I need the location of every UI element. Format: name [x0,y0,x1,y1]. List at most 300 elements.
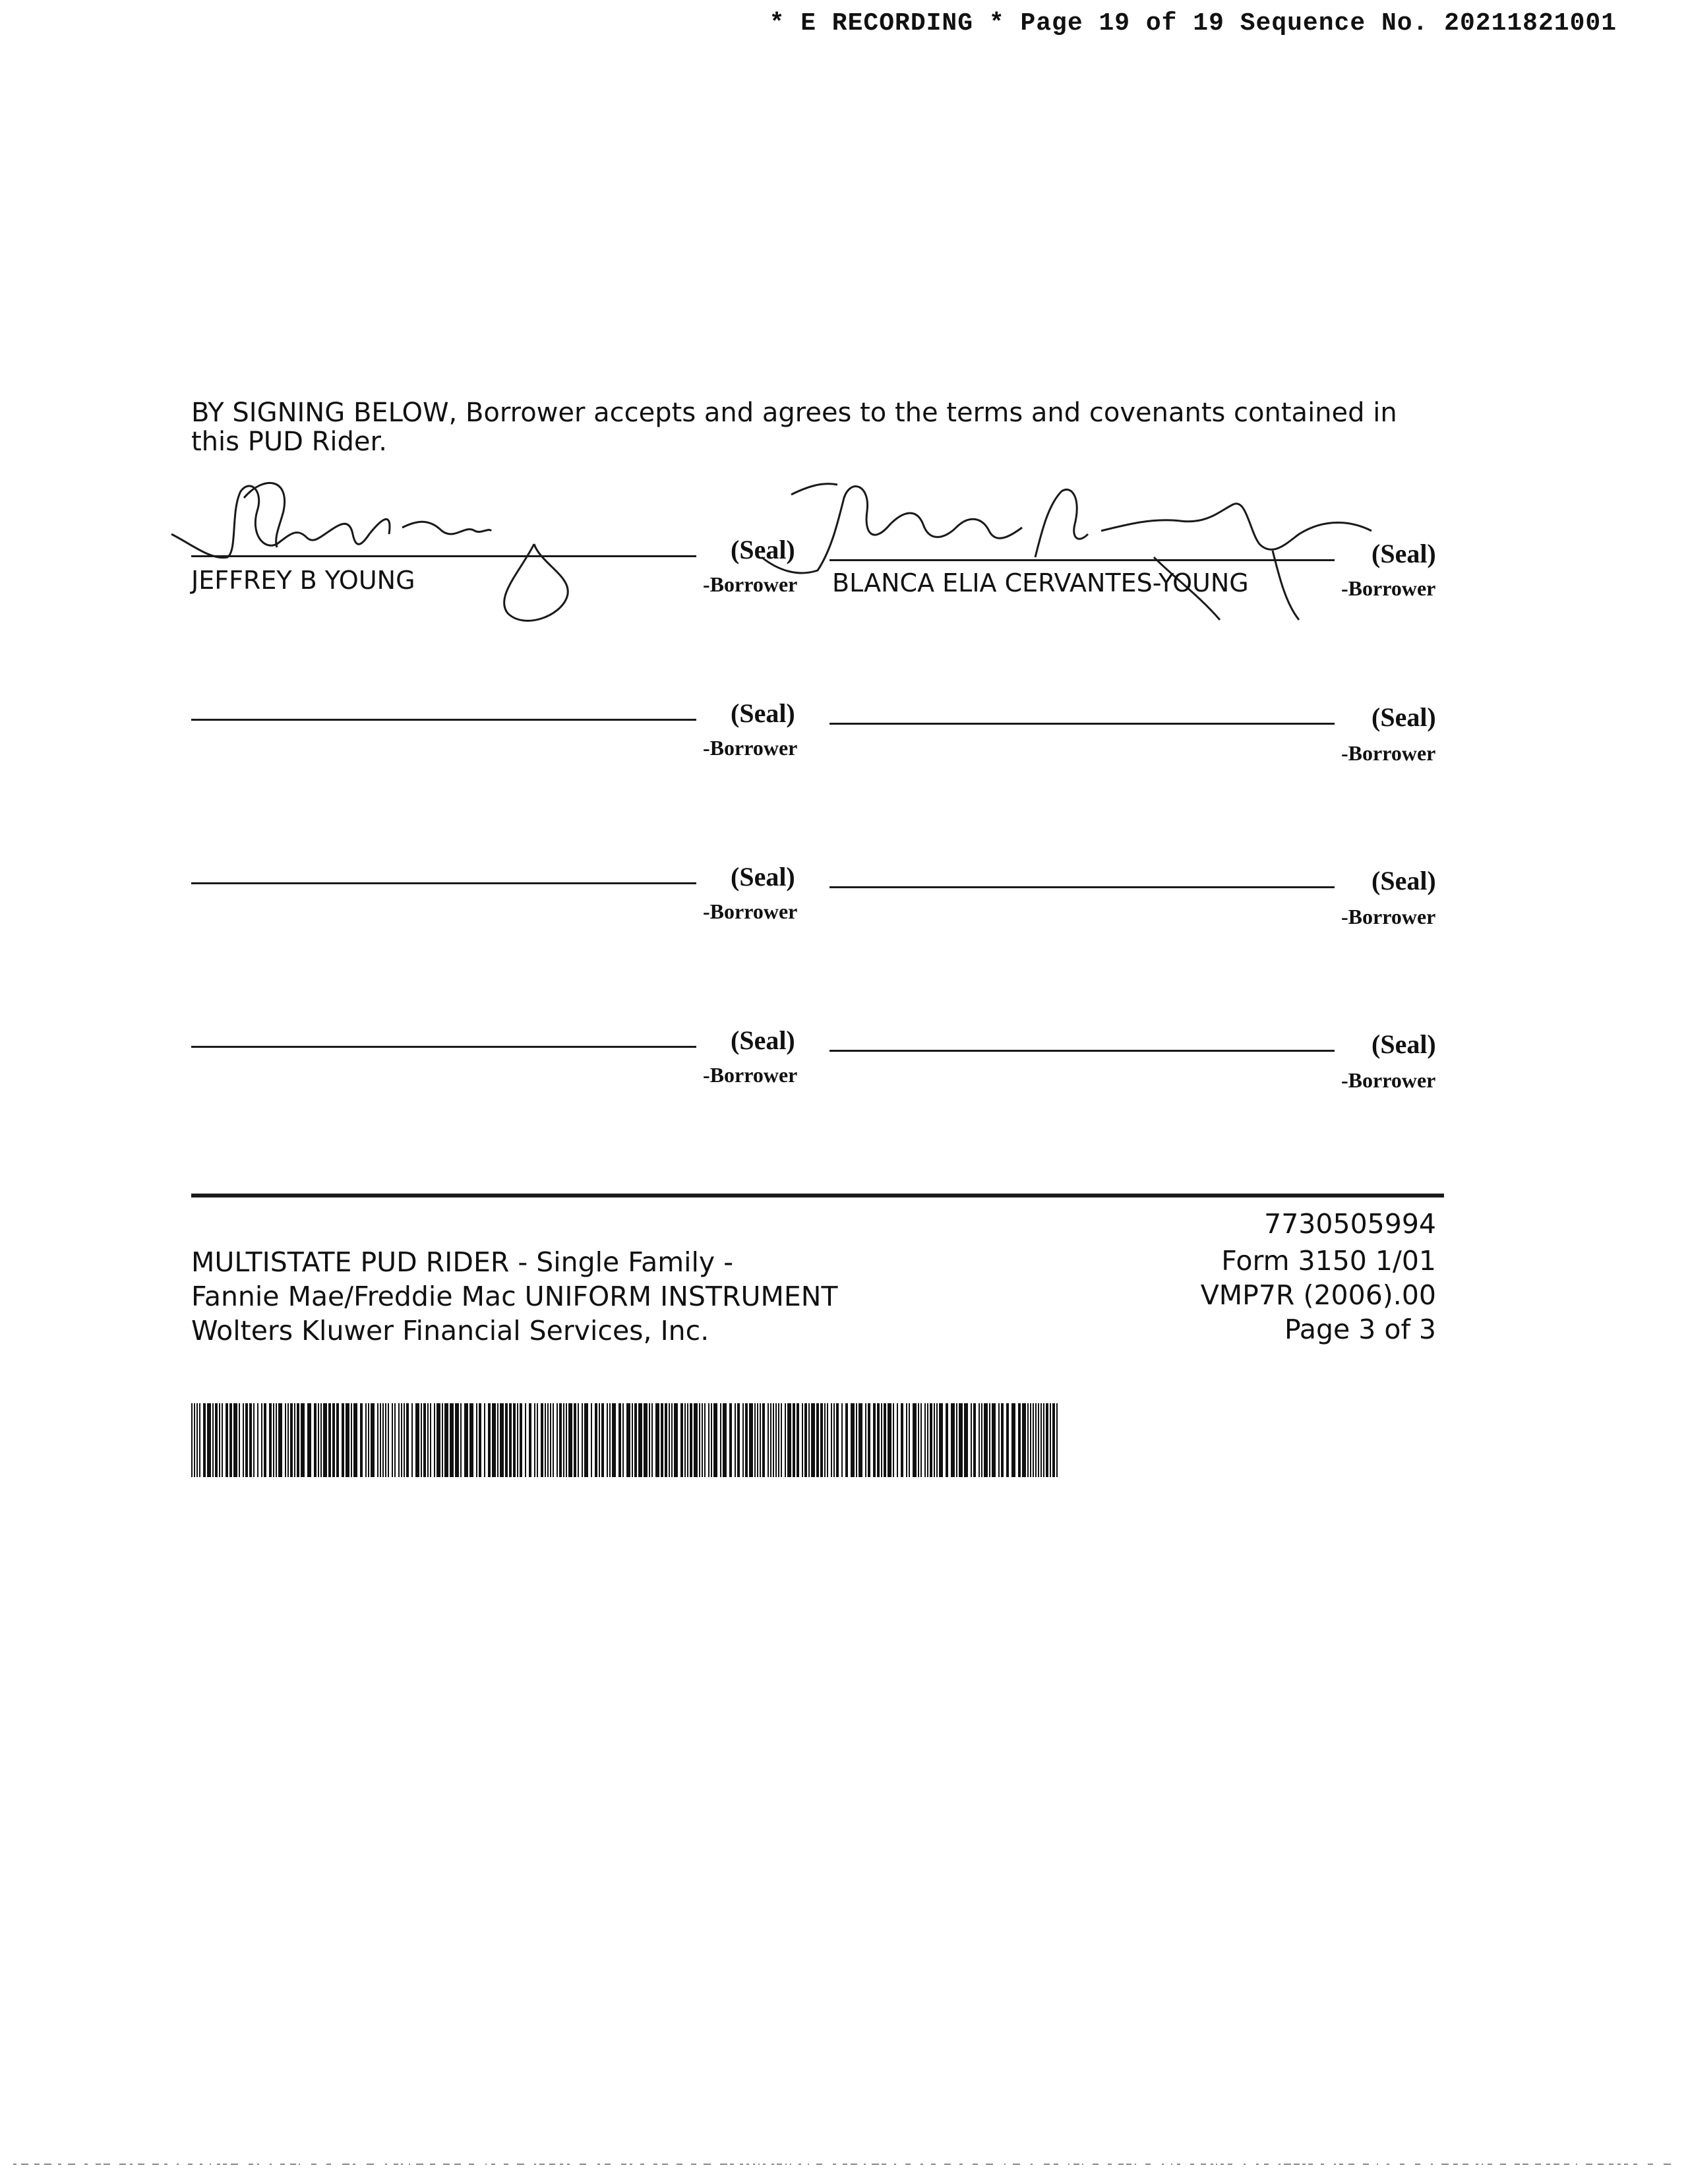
signature-line [191,1046,696,1048]
barcode-bar [287,1403,289,1477]
signer-name: BLANCA ELIA CERVANTES-YOUNG [832,568,1249,597]
barcode-bar [368,1403,369,1477]
barcode-bar [1046,1403,1048,1477]
scan-speck [851,2164,857,2165]
scan-speck [130,2164,133,2165]
scan-speck [152,2164,159,2165]
scan-speck [454,2164,461,2165]
scan-speck [894,2164,896,2165]
scan-speck [605,2164,611,2165]
barcode-bar [212,1403,214,1477]
barcode-bar [392,1403,393,1477]
recording-header: * E RECORDING * Page 19 of 19 Sequence No. 20211821001 [769,9,1617,38]
scan-speck [662,2164,668,2165]
role-label: -Borrower [1341,741,1436,765]
scan-speck [188,2164,193,2165]
barcode-bar [388,1403,389,1477]
scan-speck [1515,2164,1520,2165]
barcode-bar [1030,1403,1031,1477]
barcode-bar [1011,1403,1015,1477]
barcode-bar [1040,1403,1042,1477]
barcode-bar [578,1403,579,1477]
scan-speck [104,2164,110,2165]
scan-speck [299,2164,300,2165]
barcode-bar [492,1403,496,1477]
barcode-bar [557,1403,558,1477]
barcode-bar [754,1403,756,1477]
scan-speck [560,2164,563,2165]
scan-speck [177,2164,179,2165]
scan-speck [249,2164,253,2165]
intro-paragraph: BY SIGNING BELOW, Borrower accepts and agrees to the terms and covenants contained in this PUD Rider. [191,398,1397,457]
form-version: VMP7R (2006).00 [1200,1279,1436,1311]
barcode-bar [973,1403,976,1477]
barcode-bar [634,1403,637,1477]
scan-speck [416,2164,423,2165]
barcode-bar [671,1403,673,1477]
barcode-bar [371,1403,375,1477]
barcode-bar [599,1403,600,1477]
barcode-bar [661,1403,663,1477]
scan-speck [539,2164,545,2165]
role-label: -Borrower [703,1063,798,1087]
barcode-bar [735,1403,736,1477]
scan-speck [1586,2164,1592,2165]
barcode-bar [939,1403,943,1477]
scan-speck [1400,2164,1404,2165]
barcode-bar [959,1403,963,1477]
barcode-bar [476,1403,477,1477]
scan-speck [1522,2164,1528,2165]
scan-speck [58,2164,61,2165]
barcode-bar [702,1403,703,1477]
barcode-bar [757,1403,758,1477]
scan-speck [1482,2164,1483,2165]
barcode-bar [684,1403,686,1477]
scan-speck [1334,2164,1336,2165]
barcode-bar [226,1403,228,1477]
scan-speck [210,2164,211,2165]
barcode-bar [215,1403,218,1477]
barcode-bar [1022,1403,1026,1477]
barcode-bar [992,1403,996,1477]
scan-speck [790,2164,791,2165]
barcode-bar [460,1403,462,1477]
role-label: -Borrower [703,736,798,760]
scan-speck [864,2164,866,2165]
scan-speck [164,2164,167,2165]
scan-speck [986,2164,993,2165]
barcode-bar [669,1403,670,1477]
barcode-bar [956,1403,957,1477]
barcode-bar [873,1403,876,1477]
barcode-bar [1001,1403,1004,1477]
barcode-bar [1052,1403,1055,1477]
barcode-bar [831,1403,832,1477]
seal-label: (Seal) [731,535,795,564]
barcode-bar [427,1403,429,1477]
barcode-bar [704,1403,706,1477]
scan-speck [1576,2164,1577,2165]
barcode-bar [520,1403,522,1477]
scan-speck [21,2164,28,2165]
barcode-bar [194,1403,195,1477]
scan-speck [1082,2164,1083,2165]
barcode-bar [1006,1403,1009,1477]
scan-speck [1145,2164,1151,2165]
barcode-bar [841,1403,843,1477]
barcode-bar [285,1403,286,1477]
scan-speck [621,2164,626,2165]
barcode-bar [768,1403,769,1477]
scan-speck [808,2164,809,2165]
scan-speck [677,2164,682,2165]
scan-speck [1108,2164,1112,2165]
scan-speck [833,2164,836,2165]
scan-speck [1441,2164,1449,2165]
barcode-bar [401,1403,402,1477]
barcode-bar [1043,1403,1044,1477]
signer-name: JEFFREY B YOUNG [191,566,415,595]
scan-speck [504,2164,508,2165]
scan-speck [1177,2164,1180,2165]
scan-speck [1054,2164,1058,2165]
barcode-bar [297,1403,299,1477]
scan-speck [326,2164,331,2165]
barcode-bar [264,1403,266,1477]
scan-speck [1135,2164,1136,2165]
scan-speck [740,2164,743,2165]
barcode-bar [811,1403,815,1477]
barcode-bar [497,1403,498,1477]
barcode-bar [550,1403,551,1477]
scan-speck [1617,2164,1621,2165]
barcode-bar [513,1403,516,1477]
barcode-bar [644,1403,648,1477]
scan-speck [973,2164,978,2165]
barcode-bar [545,1403,546,1477]
barcode-bar [509,1403,512,1477]
barcode-bar [582,1403,583,1477]
barcode-bar [971,1403,972,1477]
scan-speck [13,2164,16,2165]
scan-speck [469,2164,474,2165]
role-label: -Borrower [1341,905,1436,928]
footer-rule [191,1194,1444,1198]
scan-speck [1279,2164,1281,2165]
seal-label: (Seal) [731,1025,795,1055]
barcode-bar [469,1403,473,1477]
barcode-bar [909,1403,910,1477]
scan-speck [1171,2164,1172,2165]
barcode-bar [541,1403,543,1477]
barcode-bar [665,1403,667,1477]
barcode-bar [989,1403,990,1477]
barcode-bar [559,1403,562,1477]
barcode-bar [261,1403,262,1477]
scan-speck [311,2164,316,2165]
scan-speck [217,2164,220,2165]
barcode-bar [934,1403,935,1477]
barcode-bar [770,1403,771,1477]
scan-speck [1633,2164,1637,2165]
barcode-bar [737,1403,740,1477]
scan-speck [1500,2164,1506,2165]
scan-speck [1118,2164,1124,2165]
form-number: Form 3150 1/01 [1221,1245,1436,1277]
barcode-bar [775,1403,777,1477]
barcode-bar [199,1403,200,1477]
barcode-bar [881,1403,882,1477]
scan-speck [785,2164,787,2165]
scan-speck [385,2164,387,2165]
barcode-bar [1018,1403,1021,1477]
barcode-bar [856,1403,857,1477]
barcode-bar [346,1403,349,1477]
barcode-bar [927,1403,928,1477]
barcode-bar [984,1403,988,1477]
seal-label: (Seal) [731,862,795,892]
barcode-bar [245,1403,248,1477]
barcode-bar [307,1403,311,1477]
scan-speck [119,2164,126,2165]
barcode-bar [222,1403,223,1477]
barcode-bar [893,1403,894,1477]
barcode-bar [323,1403,327,1477]
scan-speck [597,2164,600,2165]
scan-speck [920,2164,923,2165]
barcode [191,1403,1062,1477]
barcode-bar [778,1403,779,1477]
barcode-bar [601,1403,604,1477]
scan-speck [367,2164,374,2165]
scan-speck [720,2164,727,2165]
barcode-bar [320,1403,322,1477]
scan-speck [290,2164,296,2165]
barcode-bar [377,1403,378,1477]
barcode-bar [479,1403,481,1477]
scan-speck [1648,2164,1653,2165]
barcode-bar [591,1403,592,1477]
barcode-bar [785,1403,786,1477]
scan-speck [394,2164,398,2165]
scan-speck [1348,2164,1354,2165]
barcode-bar [1033,1403,1034,1477]
barcode-bar [651,1403,653,1477]
barcode-bar [1050,1403,1051,1477]
scan-speck [872,2164,879,2165]
barcode-bar [680,1403,683,1477]
scan-speck [1462,2164,1468,2165]
barcode-bar [464,1403,468,1477]
barcode-bar [249,1403,252,1477]
role-label: -Borrower [1341,576,1436,600]
scan-speck [1363,2164,1369,2165]
loan-number: 7730505994 [1264,1208,1436,1240]
scan-speck [1564,2164,1569,2165]
barcode-bar [877,1403,880,1477]
scan-speck [401,2164,403,2165]
scan-speck [342,2164,349,2165]
scan-speck [1321,2164,1324,2165]
scan-speck [1044,2164,1050,2165]
barcode-bar [920,1403,922,1477]
barcode-bar [488,1403,491,1477]
form-info [1201,1204,1436,1347]
barcode-bar [787,1403,791,1477]
barcode-bar [430,1403,431,1477]
barcode-bar [924,1403,926,1477]
barcode-bar [901,1403,903,1477]
barcode-bar [269,1403,272,1477]
scan-speck [1624,2164,1628,2165]
scan-speck [771,2164,774,2165]
scan-speck [753,2164,755,2165]
barcode-bar [946,1403,948,1477]
barcode-bar [888,1403,891,1477]
scan-speck [1431,2164,1433,2165]
barcode-bar [649,1403,650,1477]
barcode-bar [365,1403,367,1477]
barcode-bar [742,1403,744,1477]
scan-speck [409,2164,410,2165]
scan-speck [1377,2164,1378,2165]
barcode-bar [781,1403,782,1477]
barcode-bar [845,1403,848,1477]
barcode-bar [773,1403,774,1477]
barcode-bar [906,1403,907,1477]
barcode-bar [749,1403,753,1477]
scan-speck [1126,2164,1131,2165]
barcode-bar [207,1403,211,1477]
barcode-bar [713,1403,717,1477]
barcode-bar [622,1403,624,1477]
barcode-bar [434,1403,435,1477]
barcode-bar [314,1403,316,1477]
barcode-bar [332,1403,335,1477]
scan-speck [1308,2164,1313,2165]
barcode-bar [318,1403,319,1477]
scan-speck [270,2164,272,2165]
scan-speck [1387,2164,1389,2165]
form-title-line: Wolters Kluwer Financial Services, Inc. [191,1315,709,1347]
barcode-bar [406,1403,409,1477]
scan-speck [653,2164,657,2165]
barcode-bar [632,1403,633,1477]
barcode-bar [833,1403,835,1477]
barcode-bar [836,1403,839,1477]
scan-speck [223,2164,227,2165]
barcode-bar [563,1403,564,1477]
barcode-bar [398,1403,400,1477]
scan-speck [34,2164,40,2165]
scan-speck [138,2164,144,2165]
scan-speck [84,2164,88,2165]
barcode-bar [804,1403,807,1477]
barcode-bar [423,1403,426,1477]
barcode-bar [553,1403,554,1477]
scan-speck [534,2164,536,2165]
barcode-bar [979,1403,980,1477]
barcode-bar [708,1403,709,1477]
scan-speck [353,2164,355,2165]
barcode-bar [655,1403,659,1477]
scan-speck [1216,2164,1217,2165]
barcode-bar [394,1403,396,1477]
barcode-bar [897,1403,898,1477]
role-label: -Borrower [703,572,798,596]
barcode-bar [827,1403,828,1477]
barcode-bar [229,1403,232,1477]
signature-line [191,555,696,557]
scan-speck [1302,2164,1306,2165]
scan-speck [517,2164,524,2165]
scan-speck [485,2164,487,2165]
barcode-bar [816,1403,819,1477]
scan-speck [746,2164,749,2165]
scan-speck [730,2164,734,2165]
barcode-bar [690,1403,692,1477]
form-title [191,1245,838,1348]
scan-speck [1093,2164,1099,2165]
barcode-bar [455,1403,459,1477]
scan-speck [96,2164,101,2165]
barcode-bar [191,1403,193,1477]
role-label: -Borrower [703,899,798,923]
scan-speck [1546,2164,1550,2165]
barcode-bar [534,1403,535,1477]
scan-speck [1221,2164,1224,2165]
scan-speck [44,2164,51,2165]
signature-line [829,559,1335,561]
barcode-bar [729,1403,732,1477]
scan-speck [491,2164,495,2165]
scan-speck [1339,2164,1343,2165]
barcode-bar [336,1403,339,1477]
barcode-bar [484,1403,485,1477]
scan-speck [758,2164,760,2165]
barcode-bar [239,1403,240,1477]
barcode-bar [1027,1403,1029,1477]
signature-line [829,723,1335,725]
barcode-bar [547,1403,549,1477]
form-title-line: Fannie Mae/Freddie Mac UNIFORM INSTRUMENT [191,1281,838,1312]
scan-speck [1415,2164,1420,2165]
barcode-bar [243,1403,244,1477]
barcode-bar [936,1403,938,1477]
scan-speck [1264,2164,1269,2165]
form-title-line: MULTISTATE PUD RIDER - Single Family - [191,1246,734,1278]
barcode-bar [981,1403,982,1477]
barcode-bar [797,1403,799,1477]
scan-speck [1190,2164,1194,2165]
barcode-bar [609,1403,611,1477]
barcode-bar [723,1403,727,1477]
scan-edge-noise [0,2162,1688,2168]
seal-label: (Seal) [1372,702,1436,732]
scan-speck [1535,2164,1541,2165]
barcode-bar [450,1403,454,1477]
barcode-bar [257,1403,258,1477]
barcode-bar [699,1403,700,1477]
scan-speck [443,2164,450,2165]
scan-speck [1228,2164,1232,2165]
barcode-bar [808,1403,810,1477]
barcode-bar [793,1403,795,1477]
role-label: -Borrower [1341,1068,1436,1092]
barcode-bar [404,1403,405,1477]
barcode-bar [884,1403,886,1477]
